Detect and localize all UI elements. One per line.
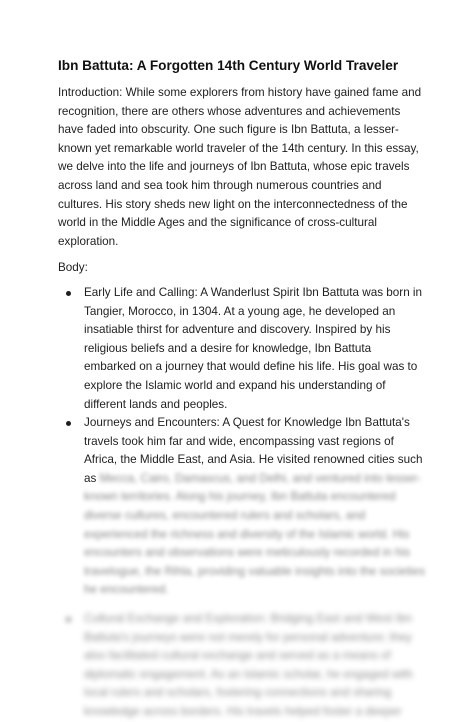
- body-bullet-list: [58, 284, 426, 722]
- bullet-text-blurred: Cultural Exchange and Exploration: Bridging East and West Ibn Battuta's journeys were not merely for personal adventure; they also facilitated cultural exchange and served as a means of diplomatic engagement. As an Islamic scholar, he engaged with local rulers and scholars, fostering connections and sharing knowledge across borders. His travels helped foster a deeper: [84, 612, 413, 718]
- body-label: Body:: [58, 261, 88, 275]
- bullet-item-early-life: [84, 284, 426, 414]
- bullet-item-journeys: [84, 414, 426, 600]
- bullet-icon: [66, 291, 71, 296]
- bullet-icon: [66, 421, 71, 426]
- bullet-icon: [66, 617, 71, 622]
- bullet-text-visible: Journeys and Encounters: A Quest for Knowledge Ibn Battuta's travels took him far and wide, encompassing vast regions of Africa, the Middle East, and Asia. He visited renowned cities such as: [84, 416, 423, 485]
- introduction-paragraph: Introduction: While some explorers from history have gained fame and recognition, there are others whose adventures and achievements have faded into obscurity. One such figure is Ibn Battuta, a lesser-known yet remarkable world traveler of the 14th century. In this essay, we delve into the life and journeys of Ibn Battuta, whose epic travels across land and sea took him through numerous countries and cultures. His story sheds new light on the interconnectedness of the world in the Middle Ages and the significance of cross-cultural exploration.: [58, 86, 422, 248]
- document-title: Ibn Battuta: A Forgotten 14th Century World Traveler: [58, 58, 399, 73]
- bullet-text: Early Life and Calling: A Wanderlust Spirit Ibn Battuta was born in Tangier, Morocco, in 1304. At a young age, he developed an insatiable thirst for adventure and discovery. Inspired by his religious beliefs and a desire for knowledge, Ibn Battuta embarked on a journey that would define his life. His goal was to explore the Islamic world and expand his understanding of different lands and peoples.: [84, 285, 423, 411]
- bullet-text-blurred: Mecca, Cairo, Damascus, and Delhi, and ventured into lesser-known territories. Along his journey, Ibn Battuta encountered diverse cultures, encountered rulers and scholars, and experienced the richness and diversity of the Islamic world. His encounters and observations were meticulously recorded in his travelogue, the Rihla, providing valuable insights into the societies he encountered.: [84, 471, 426, 597]
- bullet-item-cultural-exchange: [84, 610, 426, 722]
- document-content: [58, 56, 426, 722]
